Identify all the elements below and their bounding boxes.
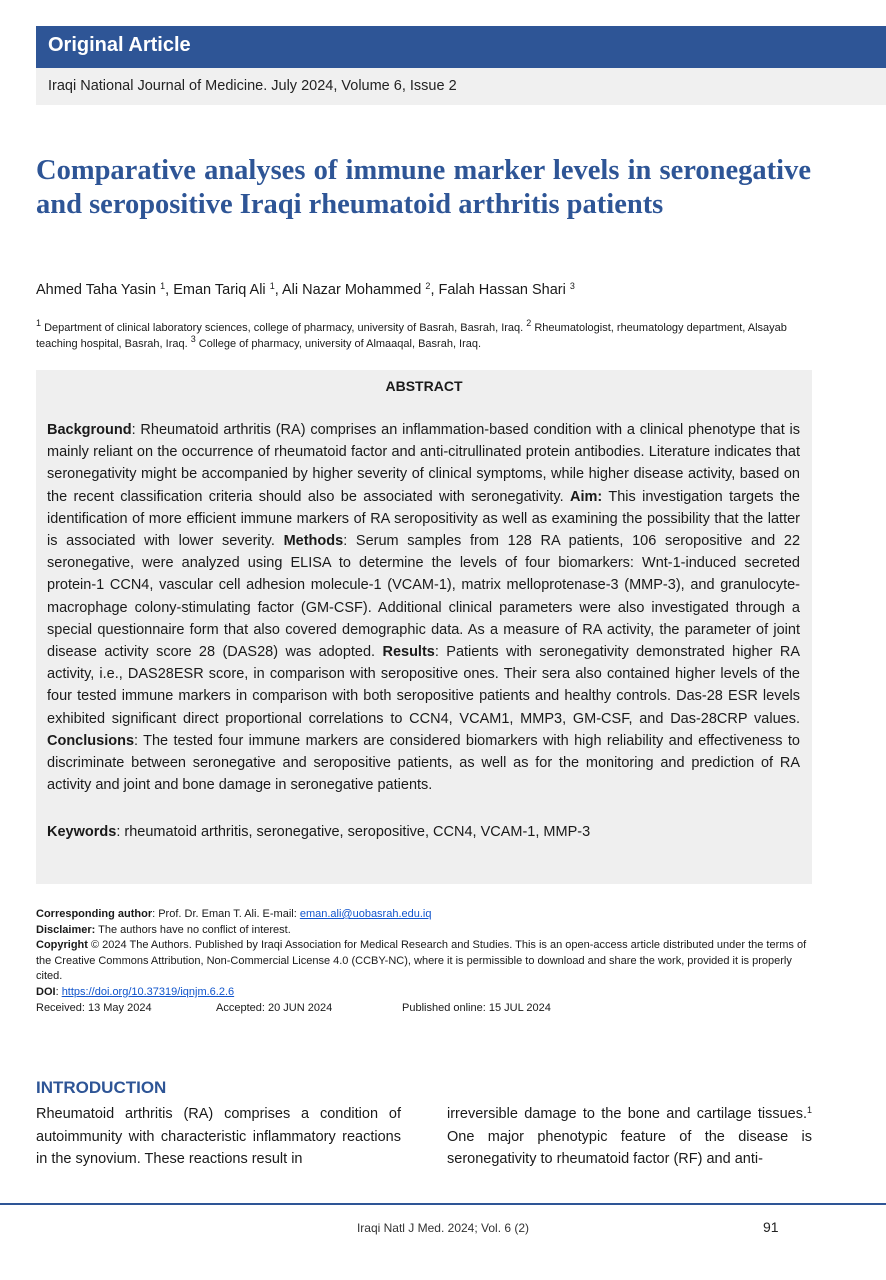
background-label: Background xyxy=(47,422,132,438)
corresponding-author-label: Corresponding author xyxy=(36,908,153,920)
introduction-column-right xyxy=(447,1103,812,1171)
journal-line: Iraqi National Journal of Medicine. July 2024, Volume 6, Issue 2 xyxy=(48,78,457,94)
author-affiliation-mark: 1 xyxy=(269,281,275,291)
copyright-text: © 2024 The Authors. Published by Iraqi Association for Medical Research and Studies. This is an open-access article distributed under the terms of the Creative Commons Attribution, Non-Commercial License 4.0 (CCBY-NC), where it is permissible to download and share the work, provided it is properly cited. xyxy=(36,939,807,983)
doi-separator: : xyxy=(55,985,62,998)
author-name: Ali Nazar Mohammed xyxy=(281,282,422,298)
author-name: Eman Tariq Ali xyxy=(173,282,266,298)
methods-text: : Serum samples from 128 RA patients, 106 seropositive and 22 seronegative, were analyzed using ELISA to determine the levels of four biomarkers: Wnt-1-induced secreted protein-1 CCN4, vascular cell adhesion molecule-1 (VCAM-1), matrix melloprotenase-3 (MMP-3), and granulocyte-macrophage colony-stimulating factor (GM-CSF). Additional clinical parameters were also investigated through a special questionnaire form that also covered demographic data. As a measure of RA activity, the parameter of joint disease activity score 28 (DAS28) was adopted. xyxy=(47,533,801,661)
journal-info-bar xyxy=(36,68,886,105)
conclusions-text: : The tested four immune markers are considered biomarkers with high reliability and effectiveness to discriminate between seronegative and seropositive patients, as well as for the monitoring and prediction of RA activity and joint and bone damage in seronegative patients. xyxy=(47,732,800,794)
published-date: Published online: 15 JUL 2024 xyxy=(402,1001,551,1014)
received-date: Received: 13 May 2024 xyxy=(36,1001,152,1014)
article-type-banner xyxy=(36,26,886,68)
corresponding-author xyxy=(36,907,812,923)
introduction-right-text-continued: One major phenotypic feature of the disease is seronegativity to rheumatoid factor (RF) and anti- xyxy=(447,1128,812,1168)
introduction-heading: INTRODUCTION xyxy=(36,1078,167,1097)
disclaimer-label: Disclaimer: xyxy=(36,923,96,936)
affiliation-number: 3 xyxy=(190,334,196,344)
copyright-label: Copyright xyxy=(36,939,88,952)
keywords xyxy=(47,821,800,843)
abstract-box xyxy=(36,370,812,884)
author-name: Falah Hassan Shari xyxy=(438,282,566,298)
affiliations xyxy=(36,320,811,352)
author-name: Ahmed Taha Yasin xyxy=(36,282,157,298)
dates-row xyxy=(36,1001,812,1017)
footer-divider xyxy=(0,1203,886,1205)
methods-label: Methods xyxy=(283,533,344,550)
aim-text: This investigation targets the identification of more efficient immune markers of RA seropositivity as well as examining the possibility that the latter is associated with lower severity. xyxy=(47,488,800,550)
conclusions-label: Conclusions xyxy=(47,732,135,749)
article-type-label: Original Article xyxy=(48,34,191,56)
introduction-column-left: Rheumatoid arthritis (RA) comprises a condition of autoimmunity with characteristic inflammatory reactions in the synovium. These reactions result in xyxy=(36,1106,401,1168)
affiliation-number: 1 xyxy=(36,318,42,328)
abstract-body xyxy=(47,419,800,796)
affiliation-text: Department of clinical laboratory sciences, college of pharmacy, university of Basrah, Basrah, Iraq. xyxy=(44,322,524,334)
results-text: : Patients with seronegativity demonstrated higher RA activity, i.e., DAS28ESR score, in comparison with seropositive ones. Their sera also contained higher levels of the four tested immune markers in comparison with both seropositive patients and healthy controls. Das-28 ESR levels exhibited significant direct proportional correlations to CCN4, VCAM1, MMP3, GM-CSF, and Das-28CRP values. xyxy=(47,644,801,727)
doi xyxy=(36,985,812,1001)
article-title: Comparative analyses of immune marker levels in seronegative and seropositive Iraqi rheumatoid arthritis patients xyxy=(36,155,811,220)
disclaimer xyxy=(36,923,812,939)
keywords-label: Keywords xyxy=(47,824,117,840)
page-number: 91 xyxy=(763,1219,779,1235)
doi-label: DOI xyxy=(36,985,56,998)
affiliation-text: College of pharmacy, university of Almaaqal, Basrah, Iraq. xyxy=(198,338,482,350)
copyright xyxy=(36,938,812,985)
author-affiliation-mark: 3 xyxy=(569,281,575,291)
affiliation-text: Rheumatologist, rheumatology department, Alsayab teaching hospital, Basrah, Iraq. xyxy=(36,322,787,350)
corresponding-author-text: : Prof. Dr. Eman T. Ali. E-mail: xyxy=(152,908,300,920)
doi-link[interactable]: https://doi.org/10.37319/iqnjm.6.2.6 xyxy=(61,985,235,998)
accepted-date: Accepted: 20 JUN 2024 xyxy=(216,1001,333,1014)
background-text: : Rheumatoid arthritis (RA) comprises an inflammation-based condition with a clinical phenotype that is mainly reliant on the occurrence of rheumatoid factor and anti-citrullinated protein antibodies. Literature indicates that seronegativity might be accompanied by higher severity of clinical symptoms, while higher disease activity, based on the recent classification criteria should also be associated with seronegativity. xyxy=(47,422,800,505)
author-affiliation-mark: 2 xyxy=(425,281,431,291)
corresponding-email-link[interactable]: eman.ali@uobasrah.edu.iq xyxy=(299,908,432,920)
article-metadata xyxy=(36,907,812,1017)
author-list: Ahmed Taha Yasin $^1$, Eman Tariq Ali $^1$, Ali Nazar Mohammed $^2$, Falah Hassan Shari $^3$ xyxy=(36,281,575,298)
reference-mark: 1 xyxy=(806,1105,812,1115)
keywords-text: : rheumatoid arthritis, seronegative, seropositive, CCN4, VCAM-1, MMP-3 xyxy=(116,824,591,840)
disclaimer-text: The authors have no conflict of interest. xyxy=(95,923,291,936)
introduction-right-text: irreversible damage to the bone and cartilage tissues. xyxy=(447,1106,807,1122)
affiliation-number: 2 xyxy=(526,318,532,328)
footer-citation: Iraqi Natl J Med. 2024; Vol. 6 (2) xyxy=(356,1221,530,1235)
abstract-heading: ABSTRACT xyxy=(385,378,463,394)
author-affiliation-mark: 1 xyxy=(160,281,166,291)
aim-label: Aim: xyxy=(570,488,603,505)
results-label: Results xyxy=(382,644,435,661)
